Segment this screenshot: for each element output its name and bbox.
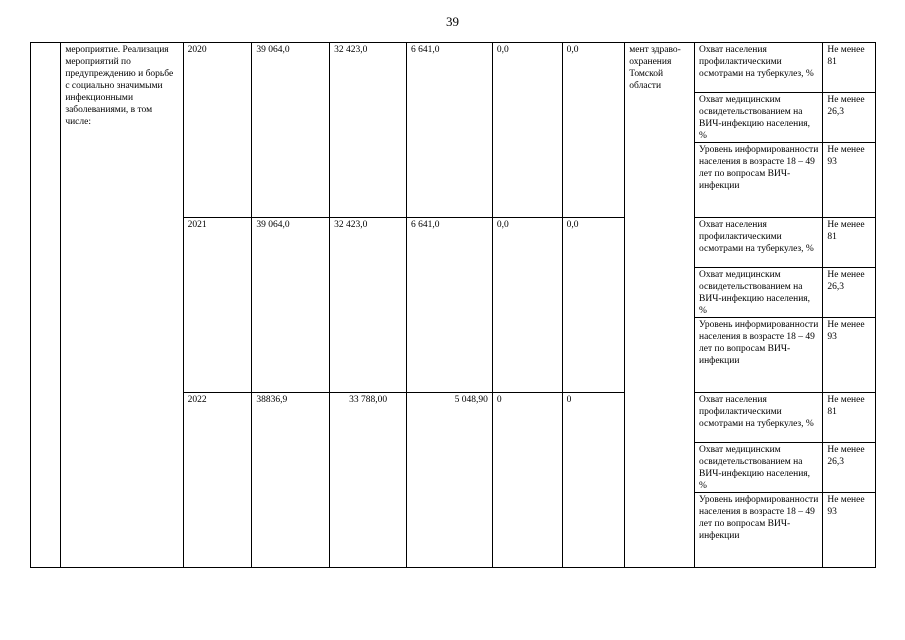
regional-cell: 5 048,90 [406,393,492,568]
year-cell: 2021 [183,218,252,393]
indicator-name: Охват населения профилактическими осмотрами на туберкулез, % [695,218,823,268]
table-row [31,43,876,93]
indicator-value: Не менее 26,3 [823,268,876,318]
total-cell: 39 064,0 [252,218,330,393]
local-cell: 0 [492,393,562,568]
responsible-cell: мент здраво-охранения Томской области [625,43,695,568]
indicator-name: Уровень информированности населения в возрасте 18 – 49 лет по вопросам ВИЧ-инфекции [695,318,823,393]
indicator-value: Не менее 26,3 [823,93,876,143]
indicator-value: Не менее 81 [823,393,876,443]
total-cell: 38836,9 [252,393,330,568]
regional-cell: 6 641,0 [406,218,492,393]
indicator-value: Не менее 93 [823,318,876,393]
indicator-name: Охват медицинским освидетельствованием на ВИЧ-инфекцию населения, % [695,268,823,318]
indicator-value: Не менее 81 [823,218,876,268]
federal-cell: 32 423,0 [330,218,407,393]
total-cell: 39 064,0 [252,43,330,218]
indicator-value: Не менее 81 [823,43,876,93]
other-cell: 0 [562,393,625,568]
indicator-name: Охват медицинским освидетельствованием на ВИЧ-инфекцию населения, % [695,93,823,143]
other-cell: 0,0 [562,218,625,393]
indicator-value: Не менее 93 [823,143,876,218]
page-number: 39 [446,14,459,29]
event-name-cell: мероприятие. Реализация мероприятий по предупреждению и борьбе с социально значимыми инфекционными заболеваниями, в том числе: [61,43,183,568]
program-table [30,42,876,568]
indicator-value: Не менее 26,3 [823,443,876,493]
federal-cell: 33 788,00 [330,393,407,568]
indicator-name: Охват медицинским освидетельствованием на ВИЧ-инфекцию населения, % [695,443,823,493]
other-cell: 0,0 [562,43,625,218]
year-cell: 2020 [183,43,252,218]
local-cell: 0,0 [492,218,562,393]
federal-cell: 32 423,0 [330,43,407,218]
indicator-name: Охват населения профилактическими осмотрами на туберкулез, % [695,393,823,443]
indicator-name: Уровень информированности населения в возрасте 18 – 49 лет по вопросам ВИЧ-инфекции [695,493,823,568]
year-cell: 2022 [183,393,252,568]
indicator-name: Уровень информированности населения в возрасте 18 – 49 лет по вопросам ВИЧ-инфекции [695,143,823,218]
number-cell [31,43,61,568]
indicator-value: Не менее 93 [823,493,876,568]
regional-cell: 6 641,0 [406,43,492,218]
local-cell: 0,0 [492,43,562,218]
indicator-name: Охват населения профилактическими осмотрами на туберкулез, % [695,43,823,93]
